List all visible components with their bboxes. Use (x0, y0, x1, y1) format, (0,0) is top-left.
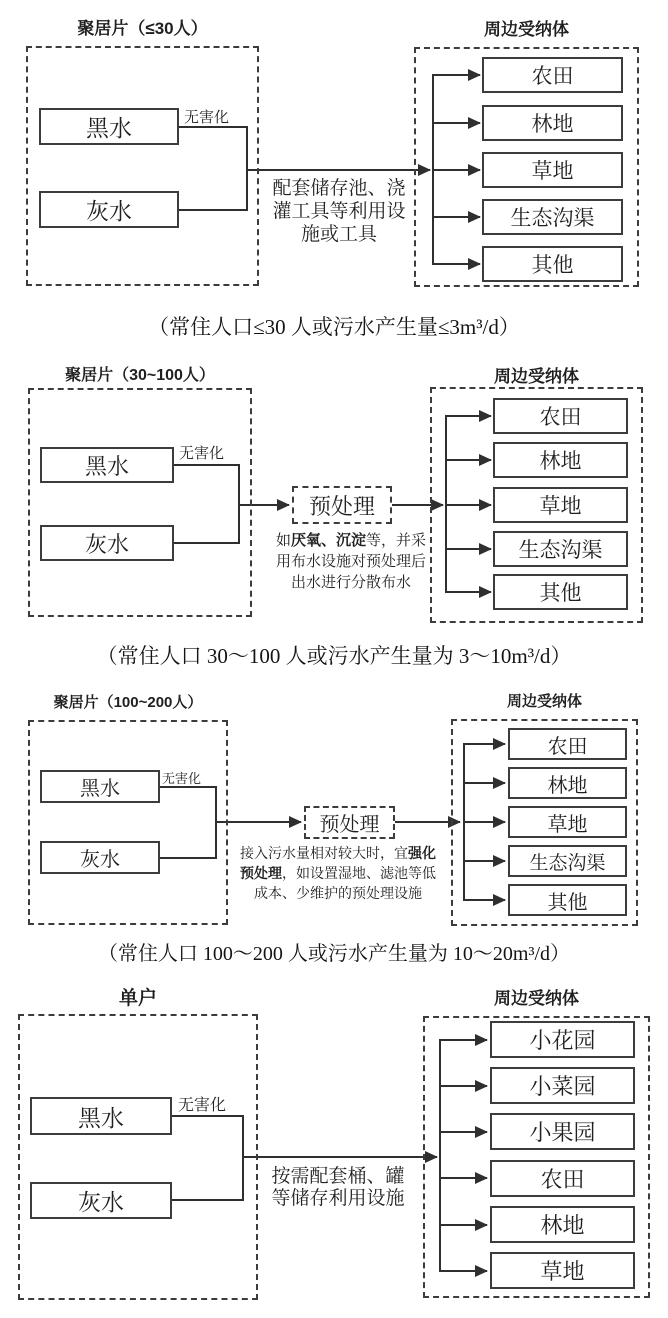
p4-reuse-note (262, 1166, 414, 1210)
note-line (262, 200, 416, 223)
p1-caption: （常住人口≤30 人或污水产生量≤3m³/d） (148, 315, 520, 339)
p4-receptor-small-vegetable-garden: 小菜园 (490, 1067, 635, 1104)
note-segment: 接入污水量相对较大时，宜 (240, 845, 408, 861)
note-segment: 灌工具等利用设 (272, 201, 406, 222)
note-line (273, 551, 429, 572)
note-segment: 等，并采 (366, 532, 427, 549)
note-line (234, 883, 442, 903)
note-segment: 用布水设施对预处理后 (275, 553, 426, 570)
p1-harmless-label: 无害化 (184, 109, 230, 126)
p3-receptor-eco-ditch: 生态沟渠 (508, 845, 627, 877)
p2-blackwater-box: 黑水 (40, 447, 174, 483)
p2-source-area (28, 388, 252, 617)
note-segment-bold: 预处理 (240, 865, 282, 881)
p3-receptor-title: 周边受纳体 (506, 693, 582, 710)
p1-reuse-note (262, 177, 416, 246)
p1-receptor-grassland: 草地 (482, 152, 623, 188)
p4-receptor-farmland: 农田 (490, 1160, 635, 1197)
p3-caption: （常住人口 100～200 人或污水产生量为 10～20m³/d） (97, 943, 571, 965)
p3-receptor-grassland: 草地 (508, 806, 627, 838)
note-segment-bold: 厌氧、沉淀 (290, 532, 366, 549)
p4-receptor-grassland: 草地 (490, 1252, 635, 1289)
p3-pretreatment-box: 预处理 (304, 806, 395, 839)
note-line (262, 1188, 414, 1210)
p1-source-title: 聚居片（≤30人） (77, 19, 208, 38)
p2-source-title: 聚居片（30~100人） (65, 367, 215, 384)
p1-receptor-title: 周边受纳体 (484, 20, 569, 39)
note-segment: 成本、少维护的预处理设施 (254, 885, 422, 901)
p4-receptor-small-orchard: 小果园 (490, 1113, 635, 1150)
p3-greywater-box: 灰水 (40, 841, 160, 874)
note-line (234, 843, 442, 863)
p1-source-area (26, 46, 259, 286)
note-segment-bold: 强化 (408, 845, 436, 861)
note-line (262, 177, 416, 200)
note-segment: 出水进行分散布水 (290, 574, 411, 591)
p2-receptor-title: 周边受纳体 (494, 367, 579, 386)
p3-receptor-farmland: 农田 (508, 728, 627, 760)
p4-receptor-small-flower-garden: 小花园 (490, 1021, 635, 1058)
p4-harmless-label: 无害化 (178, 1097, 227, 1114)
note-segment: 配套储存池、浇 (272, 178, 406, 199)
p3-receptor-other: 其他 (508, 884, 627, 916)
p2-receptor-grassland: 草地 (493, 487, 628, 523)
p4-source-area (18, 1014, 258, 1300)
note-line (262, 1166, 414, 1188)
p3-receptor-forest: 林地 (508, 767, 627, 799)
note-line (262, 223, 416, 246)
note-line (273, 530, 429, 551)
p2-receptor-farmland: 农田 (493, 398, 628, 434)
p2-receptor-eco-ditch: 生态沟渠 (493, 531, 628, 567)
p1-receptor-eco-ditch: 生态沟渠 (482, 199, 623, 235)
note-line (273, 572, 429, 593)
note-segment: 施或工具 (300, 224, 377, 245)
p4-receptor-forest: 林地 (490, 1206, 635, 1243)
note-line (234, 863, 442, 883)
p2-pretreatment-box: 预处理 (292, 486, 392, 524)
p2-pretreatment-note (273, 530, 429, 593)
note-segment: 按需配套桶、罐 (271, 1166, 405, 1187)
p3-pretreatment-note (234, 843, 442, 903)
p2-caption: （常住人口 30～100 人或污水产生量为 3～10m³/d） (96, 644, 572, 668)
p3-blackwater-box: 黑水 (40, 770, 160, 803)
note-segment: 等储存利用设施 (271, 1188, 405, 1209)
p4-receptor-title: 周边受纳体 (494, 989, 579, 1008)
note-segment: ，如设置湿地、滤池等低 (282, 865, 436, 881)
p3-source-area (28, 720, 228, 925)
p1-receptor-other: 其他 (482, 246, 623, 282)
p4-blackwater-box: 黑水 (30, 1097, 172, 1135)
p2-harmless-label: 无害化 (179, 445, 225, 462)
p2-greywater-box: 灰水 (40, 525, 174, 561)
p1-receptor-forest: 林地 (482, 105, 623, 141)
p1-receptor-farmland: 农田 (482, 57, 623, 93)
p1-greywater-box: 灰水 (39, 191, 179, 228)
p2-receptor-forest: 林地 (493, 442, 628, 478)
p2-receptor-other: 其他 (493, 574, 628, 610)
p4-greywater-box: 灰水 (30, 1182, 172, 1219)
p3-source-title: 聚居片（100~200人） (53, 694, 203, 711)
note-segment: 如 (275, 532, 291, 549)
p4-source-title: 单户 (118, 988, 157, 1009)
p3-harmless-label: 无害化 (162, 771, 202, 786)
p1-blackwater-box: 黑水 (39, 108, 179, 145)
